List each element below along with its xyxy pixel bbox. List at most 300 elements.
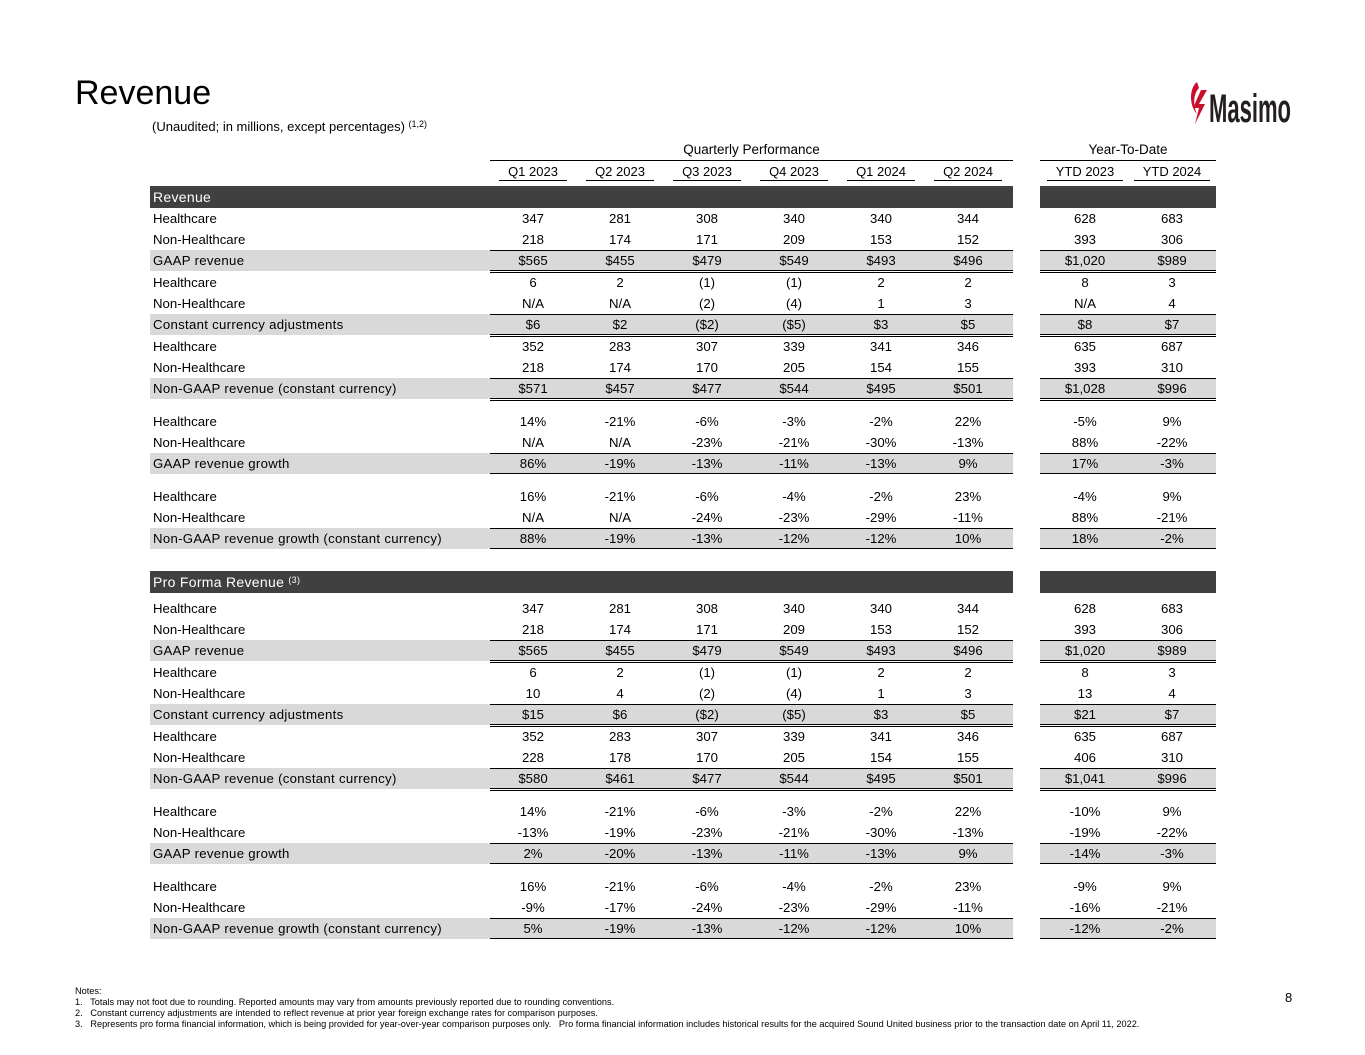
- table-row: [150, 704, 1216, 725]
- table-cell: -3%: [782, 804, 806, 819]
- table-row: [150, 293, 1216, 314]
- table-cell: $461: [605, 771, 635, 786]
- table-row: [150, 378, 1216, 399]
- column-header: [926, 164, 1010, 181]
- table-cell: 9%: [1162, 489, 1182, 504]
- table-cell: 16%: [519, 879, 547, 894]
- table-cell: (2): [698, 296, 716, 311]
- row-label: Healthcare: [153, 665, 217, 680]
- table-cell: 2: [877, 275, 885, 290]
- table-cell: $496: [953, 643, 983, 658]
- table-cell: -24%: [691, 900, 723, 915]
- table-row: [150, 507, 1216, 528]
- column-header: [1130, 164, 1214, 181]
- table-cell: -23%: [778, 510, 810, 525]
- row-label: Non-GAAP revenue growth (constant currency): [153, 531, 442, 546]
- table-cell: 635: [1073, 729, 1096, 744]
- section-title-text: Revenue: [153, 189, 212, 205]
- ytd-group-header: Year-To-Date: [1088, 142, 1168, 157]
- table-cell: 218: [521, 622, 544, 637]
- table-cell: N/A: [609, 296, 631, 311]
- table-cell: 4: [1168, 296, 1176, 311]
- table-row: [150, 662, 1216, 683]
- table-row: [150, 272, 1216, 293]
- note-3: 3. Represents pro forma financial information, which is being provided for year-over-year comparison purposes only. Pro forma financial information includes historical results for the acquired Sound United business prior to the transaction date on April 11, 2022.: [75, 1019, 1140, 1029]
- table-cell: 3: [964, 296, 972, 311]
- row-label: GAAP revenue growth: [153, 456, 290, 471]
- table-row: [150, 683, 1216, 704]
- table-cell: 154: [869, 360, 892, 375]
- table-cell: 88%: [1071, 510, 1099, 525]
- table-cell: -2%: [1160, 921, 1184, 936]
- table-cell: -21%: [604, 414, 636, 429]
- table-cell: 16%: [519, 489, 547, 504]
- table-cell: 308: [695, 211, 718, 226]
- table-cell: 347: [521, 601, 544, 616]
- table-cell: 2: [964, 275, 972, 290]
- table-row: [150, 822, 1216, 843]
- table-cell: 8: [1081, 665, 1089, 680]
- table-cell: 2%: [523, 846, 543, 861]
- row-label: Non-Healthcare: [153, 686, 246, 701]
- section-header-bar: [150, 571, 1013, 593]
- table-cell: -11%: [779, 456, 809, 471]
- row-label: Healthcare: [153, 414, 217, 429]
- table-cell: -13%: [952, 435, 984, 450]
- table-cell: -13%: [691, 846, 723, 861]
- table-row: [150, 640, 1216, 661]
- row-label: Healthcare: [153, 211, 217, 226]
- table-row: [150, 801, 1216, 822]
- table-cell: $580: [518, 771, 548, 786]
- table-cell: 10%: [954, 531, 982, 546]
- table-cell: $493: [866, 643, 896, 658]
- table-cell: 228: [521, 750, 544, 765]
- table-cell: $21: [1073, 707, 1096, 722]
- section-title-text: Pro Forma Revenue: [153, 574, 285, 590]
- table-cell: $549: [779, 253, 809, 268]
- table-cell: $7: [1164, 317, 1180, 332]
- table-cell: -17%: [604, 900, 636, 915]
- table-cell: $5: [960, 707, 976, 722]
- table-cell: 3: [1168, 665, 1176, 680]
- table-cell: 22%: [954, 804, 982, 819]
- table-cell: (2): [698, 686, 716, 701]
- masimo-logo: [1187, 80, 1293, 131]
- table-subtitle: (Unaudited; in millions, except percentages) $^{(1,2)}$: [152, 119, 428, 134]
- table-cell: 628: [1073, 601, 1096, 616]
- table-cell: -6%: [695, 879, 719, 894]
- table-cell: 306: [1160, 622, 1183, 637]
- table-row: [150, 336, 1216, 357]
- row-label: Healthcare: [153, 729, 217, 744]
- table-cell: -21%: [604, 879, 636, 894]
- table-row: [150, 897, 1216, 918]
- table-cell: $455: [605, 643, 635, 658]
- table-cell: $477: [692, 381, 722, 396]
- row-label: Healthcare: [153, 879, 217, 894]
- table-cell: $544: [779, 381, 809, 396]
- table-cell: 347: [521, 211, 544, 226]
- table-cell: $7: [1164, 707, 1180, 722]
- section-title: [153, 571, 300, 595]
- table-cell: 86%: [519, 456, 547, 471]
- total-double-rule-ytd: [1040, 790, 1216, 791]
- table-cell: $496: [953, 253, 983, 268]
- table-cell: 307: [695, 729, 718, 744]
- table-cell: -23%: [691, 825, 723, 840]
- logo-wordmark: Masimo: [1209, 87, 1291, 131]
- table-cell: -19%: [1069, 825, 1101, 840]
- table-cell: -13%: [691, 456, 723, 471]
- table-cell: 393: [1073, 622, 1096, 637]
- table-cell: -5%: [1073, 414, 1097, 429]
- table-cell: 154: [869, 750, 892, 765]
- table-cell: -30%: [865, 825, 897, 840]
- table-cell: 14%: [519, 804, 547, 819]
- row-label: Healthcare: [153, 489, 217, 504]
- table-cell: -2%: [869, 489, 893, 504]
- table-cell: 6: [529, 665, 537, 680]
- section-title: [153, 186, 211, 210]
- section-title-note: (3): [288, 575, 301, 585]
- table-cell: $996: [1157, 381, 1187, 396]
- column-header-label: Q3 2023: [673, 164, 741, 181]
- table-cell: -23%: [691, 435, 723, 450]
- table-cell: $989: [1157, 643, 1187, 658]
- table-row: [150, 314, 1216, 335]
- table-cell: -19%: [604, 456, 636, 471]
- table-cell: -3%: [782, 414, 806, 429]
- table-cell: 393: [1073, 232, 1096, 247]
- table-cell: -21%: [778, 435, 810, 450]
- table-cell: -21%: [1156, 900, 1188, 915]
- table-cell: -11%: [779, 846, 809, 861]
- table-cell: -13%: [865, 456, 897, 471]
- table-cell: 155: [956, 360, 979, 375]
- table-cell: $2: [612, 317, 628, 332]
- table-row: [150, 357, 1216, 378]
- quarterly-group-rule: [490, 160, 1013, 161]
- table-row: [150, 747, 1216, 768]
- section-header-bar: [150, 186, 1013, 208]
- notes: [75, 986, 1139, 1030]
- table-cell: 635: [1073, 339, 1096, 354]
- note-1: 1. Totals may not foot due to rounding. Reported amounts may vary from amounts previously reported due to rounding conventions.: [75, 997, 615, 1007]
- table-cell: 205: [782, 360, 805, 375]
- table-cell: -3%: [1160, 846, 1184, 861]
- table-cell: -12%: [1069, 921, 1101, 936]
- table-cell: 687: [1160, 729, 1183, 744]
- table-cell: -9%: [521, 900, 545, 915]
- section-header-bar-ytd: [1040, 186, 1216, 208]
- table-cell: $565: [518, 643, 548, 658]
- table-cell: $457: [605, 381, 635, 396]
- table-row: [150, 619, 1216, 640]
- table-cell: N/A: [609, 510, 631, 525]
- row-label: Non-GAAP revenue (constant currency): [153, 771, 397, 786]
- table-cell: 5%: [523, 921, 543, 936]
- table-cell: 8: [1081, 275, 1089, 290]
- table-cell: 17%: [1071, 456, 1099, 471]
- table-cell: 153: [869, 622, 892, 637]
- table-cell: 155: [956, 750, 979, 765]
- note-2: 2. Constant currency adjustments are intended to reflect revenue at prior year foreign exchange rates for comparison purposes.: [75, 1008, 598, 1018]
- table-cell: (1): [698, 665, 716, 680]
- table-cell: -21%: [604, 804, 636, 819]
- table-cell: 170: [695, 360, 718, 375]
- column-header: [752, 164, 836, 181]
- table-cell: -22%: [1156, 435, 1188, 450]
- table-row: [150, 229, 1216, 250]
- table-cell: -19%: [604, 921, 636, 936]
- table-cell: 341: [869, 729, 892, 744]
- table-cell: 88%: [519, 531, 547, 546]
- row-label: Healthcare: [153, 275, 217, 290]
- table-cell: $501: [953, 381, 983, 396]
- table-cell: N/A: [609, 435, 631, 450]
- table-cell: (4): [785, 296, 803, 311]
- table-cell: $3: [873, 317, 889, 332]
- table-cell: -6%: [695, 414, 719, 429]
- column-header-label: Q1 2023: [499, 164, 567, 181]
- table-cell: 340: [782, 601, 805, 616]
- table-cell: -4%: [1073, 489, 1097, 504]
- row-label: Non-Healthcare: [153, 296, 246, 311]
- table-row: [150, 250, 1216, 271]
- table-cell: $479: [692, 643, 722, 658]
- table-cell: $565: [518, 253, 548, 268]
- table-cell: 2: [616, 665, 624, 680]
- table-cell: $996: [1157, 771, 1187, 786]
- table-cell: -29%: [865, 510, 897, 525]
- table-cell: 4: [616, 686, 624, 701]
- column-header: [491, 164, 575, 181]
- table-row: [150, 598, 1216, 619]
- table-cell: $455: [605, 253, 635, 268]
- table-cell: $1,028: [1064, 381, 1106, 396]
- row-label: Non-Healthcare: [153, 510, 246, 525]
- row-label: Non-Healthcare: [153, 750, 246, 765]
- table-cell: -21%: [778, 825, 810, 840]
- row-label: Non-Healthcare: [153, 360, 246, 375]
- table-row: [150, 876, 1216, 897]
- table-cell: 174: [608, 232, 631, 247]
- table-cell: 10: [525, 686, 541, 701]
- table-cell: -23%: [778, 900, 810, 915]
- row-label: Healthcare: [153, 339, 217, 354]
- table-cell: -21%: [1156, 510, 1188, 525]
- table-cell: 306: [1160, 232, 1183, 247]
- table-cell: 352: [521, 729, 544, 744]
- table-cell: -10%: [1069, 804, 1101, 819]
- table-cell: 393: [1073, 360, 1096, 375]
- table-cell: (1): [785, 275, 803, 290]
- row-label: Healthcare: [153, 601, 217, 616]
- table-cell: -13%: [952, 825, 984, 840]
- section-header-bar-ytd: [1040, 571, 1216, 593]
- table-cell: $549: [779, 643, 809, 658]
- table-cell: 23%: [954, 489, 982, 504]
- total-double-rule-ytd: [1040, 400, 1216, 401]
- table-cell: 346: [956, 729, 979, 744]
- row-label: Non-Healthcare: [153, 622, 246, 637]
- table-cell: 22%: [954, 414, 982, 429]
- row-label: GAAP revenue: [153, 643, 245, 658]
- column-header: [578, 164, 662, 181]
- table-cell: 281: [608, 601, 631, 616]
- table-row: [150, 768, 1216, 789]
- table-row: [150, 843, 1216, 864]
- table-cell: 170: [695, 750, 718, 765]
- table-cell: -2%: [869, 804, 893, 819]
- table-cell: $1,020: [1064, 643, 1106, 658]
- table-cell: 339: [782, 339, 805, 354]
- table-cell: $15: [521, 707, 544, 722]
- table-cell: 683: [1160, 601, 1183, 616]
- table-cell: $495: [866, 771, 896, 786]
- table-cell: 153: [869, 232, 892, 247]
- table-cell: N/A: [1074, 296, 1096, 311]
- page-number: 8: [1285, 990, 1293, 1005]
- table-cell: 406: [1073, 750, 1096, 765]
- table-cell: -2%: [869, 414, 893, 429]
- table-cell: -2%: [1160, 531, 1184, 546]
- table-cell: $495: [866, 381, 896, 396]
- table-cell: -14%: [1069, 846, 1101, 861]
- table-cell: $479: [692, 253, 722, 268]
- table-cell: -13%: [691, 921, 723, 936]
- table-cell: 171: [695, 232, 718, 247]
- table-cell: 283: [608, 729, 631, 744]
- table-cell: ($2): [695, 317, 719, 332]
- table-row: [150, 486, 1216, 507]
- table-cell: -30%: [865, 435, 897, 450]
- table-cell: $8: [1077, 317, 1093, 332]
- table-cell: 1: [877, 686, 885, 701]
- column-header: [839, 164, 923, 181]
- table-cell: 6: [529, 275, 537, 290]
- table-cell: -4%: [782, 489, 806, 504]
- table-cell: -13%: [865, 846, 897, 861]
- table-cell: 88%: [1071, 435, 1099, 450]
- quarterly-group-header: Quarterly Performance: [683, 142, 820, 157]
- table-row: [150, 432, 1216, 453]
- table-cell: 209: [782, 622, 805, 637]
- table-cell: 3: [1168, 275, 1176, 290]
- table-cell: 18%: [1071, 531, 1099, 546]
- column-header-label: YTD 2023: [1047, 164, 1124, 181]
- table-cell: (4): [785, 686, 803, 701]
- table-cell: -12%: [778, 531, 810, 546]
- column-header-label: YTD 2024: [1134, 164, 1211, 181]
- table-cell: 152: [956, 622, 979, 637]
- row-label: Non-GAAP revenue (constant currency): [153, 381, 397, 396]
- table-cell: 10%: [954, 921, 982, 936]
- table-cell: -29%: [865, 900, 897, 915]
- row-label: Constant currency adjustments: [153, 317, 344, 332]
- table-cell: 307: [695, 339, 718, 354]
- table-cell: 683: [1160, 211, 1183, 226]
- table-cell: 339: [782, 729, 805, 744]
- table-cell: 9%: [1162, 414, 1182, 429]
- table-cell: 2: [964, 665, 972, 680]
- row-label: Non-Healthcare: [153, 232, 246, 247]
- table-cell: $989: [1157, 253, 1187, 268]
- table-cell: $5: [960, 317, 976, 332]
- table-cell: ($5): [782, 707, 806, 722]
- table-cell: 628: [1073, 211, 1096, 226]
- row-label: Non-Healthcare: [153, 900, 246, 915]
- table-cell: -22%: [1156, 825, 1188, 840]
- table-cell: 341: [869, 339, 892, 354]
- table-cell: -21%: [604, 489, 636, 504]
- column-header: [1043, 164, 1127, 181]
- row-label: GAAP revenue: [153, 253, 245, 268]
- table-cell: 205: [782, 750, 805, 765]
- table-cell: 9%: [1162, 804, 1182, 819]
- table-cell: 346: [956, 339, 979, 354]
- table-cell: 13: [1077, 686, 1093, 701]
- table-cell: -6%: [695, 489, 719, 504]
- table-cell: 209: [782, 232, 805, 247]
- table-cell: 352: [521, 339, 544, 354]
- table-cell: -9%: [1073, 879, 1097, 894]
- table-cell: -6%: [695, 804, 719, 819]
- table-cell: -19%: [604, 531, 636, 546]
- table-cell: 218: [521, 232, 544, 247]
- row-label: Non-Healthcare: [153, 435, 246, 450]
- table-cell: $6: [525, 317, 541, 332]
- table-cell: 9%: [1162, 879, 1182, 894]
- table-cell: $6: [612, 707, 628, 722]
- table-cell: -12%: [778, 921, 810, 936]
- row-label: GAAP revenue growth: [153, 846, 290, 861]
- total-double-rule: [490, 400, 1013, 401]
- table-cell: N/A: [522, 510, 544, 525]
- table-cell: -11%: [953, 900, 983, 915]
- table-cell: 2: [616, 275, 624, 290]
- column-header-label: Q1 2024: [847, 164, 915, 181]
- table-cell: N/A: [522, 296, 544, 311]
- table-cell: 174: [608, 360, 631, 375]
- table-cell: -4%: [782, 879, 806, 894]
- row-label: Non-GAAP revenue growth (constant currency): [153, 921, 442, 936]
- table-cell: $1,020: [1064, 253, 1106, 268]
- row-label: Non-Healthcare: [153, 825, 246, 840]
- table-cell: 174: [608, 622, 631, 637]
- table-cell: $477: [692, 771, 722, 786]
- ytd-group-rule: [1040, 160, 1216, 161]
- table-cell: 9%: [958, 846, 978, 861]
- table-row: [150, 528, 1216, 549]
- table-row: [150, 453, 1216, 474]
- table-cell: $493: [866, 253, 896, 268]
- table-cell: 4: [1168, 686, 1176, 701]
- column-header-label: Q2 2024: [934, 164, 1002, 181]
- table-cell: 9%: [958, 456, 978, 471]
- table-cell: -24%: [691, 510, 723, 525]
- table-cell: -20%: [604, 846, 636, 861]
- table-row: [150, 411, 1216, 432]
- table-cell: 1: [877, 296, 885, 311]
- table-row: [150, 208, 1216, 229]
- table-cell: 281: [608, 211, 631, 226]
- table-cell: $3: [873, 707, 889, 722]
- table-row: [150, 918, 1216, 939]
- table-cell: -19%: [604, 825, 636, 840]
- table-cell: 283: [608, 339, 631, 354]
